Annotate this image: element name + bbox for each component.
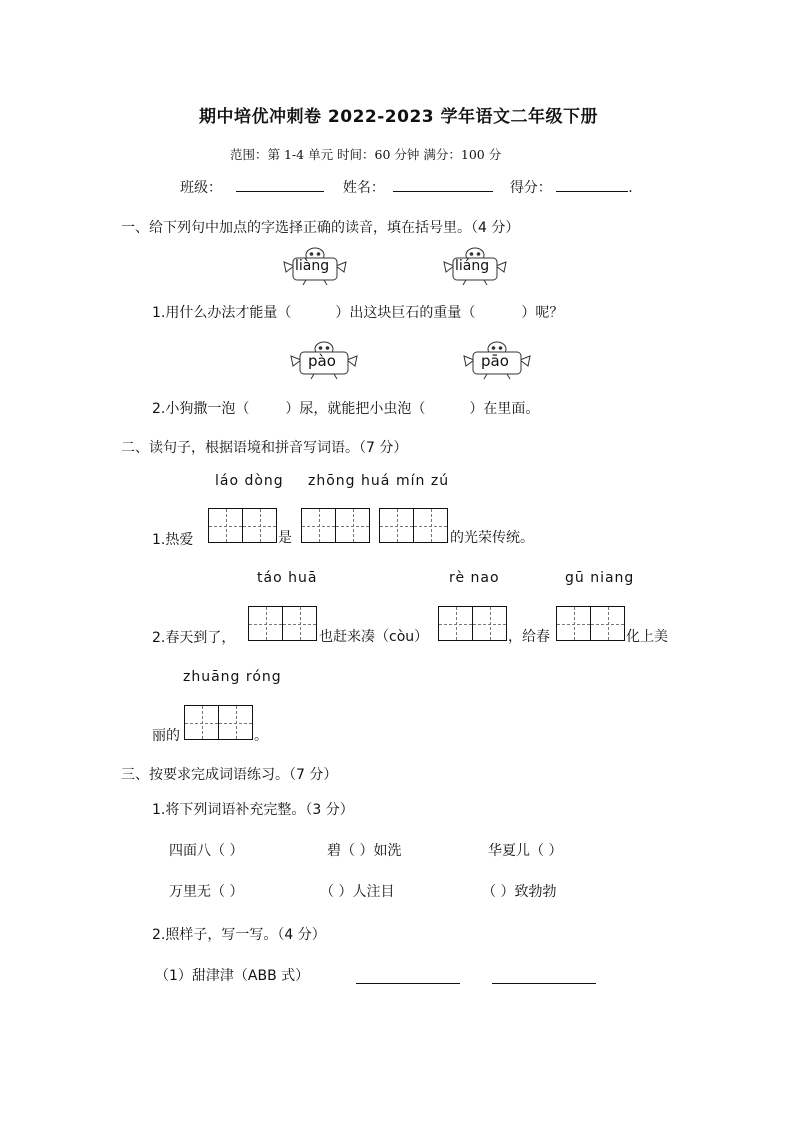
writing-grid-5[interactable] <box>438 606 507 641</box>
pinyin-4: táo huā <box>257 570 318 586</box>
question-text: 春天到了， <box>165 630 236 646</box>
pinyin-tag-text: liàng <box>295 258 330 274</box>
question-2-1-num <box>152 529 193 549</box>
pinyin-5: rè nao <box>449 570 500 586</box>
word-fill-6[interactable]: （ ）致勃勃 <box>482 884 557 900</box>
question-number: 2. <box>152 630 166 646</box>
word-fill-1[interactable]: 四面八（ ） <box>169 843 244 859</box>
section-3-heading: 三、按要求完成词语练习。（7 分） <box>121 767 338 783</box>
word-fill-4[interactable]: 万里无（ ） <box>169 884 244 900</box>
name-field[interactable] <box>393 177 493 192</box>
question-text: 也赶来凑（còu） <box>319 629 429 645</box>
class-field[interactable] <box>236 177 324 192</box>
writing-grid-4[interactable] <box>248 606 317 641</box>
question-number: 1. <box>152 305 166 321</box>
question-3-2-1: （1）甜津津（ABB 式） <box>155 968 310 984</box>
question-text: ）呢？ <box>521 305 564 321</box>
pinyin-tag-2 <box>442 246 508 286</box>
score-label: 得分： <box>509 180 552 196</box>
class-label: 班级： <box>180 180 222 196</box>
question-text: ）在里面。 <box>469 401 540 417</box>
question-text: 热爱 <box>165 532 194 548</box>
question-text: 丽的 <box>152 728 180 744</box>
word-fill-3[interactable]: 华夏儿（ ） <box>488 843 563 859</box>
question-1-2 <box>152 398 539 418</box>
question-text: 化上美 <box>626 629 668 645</box>
question-1-1 <box>152 302 563 322</box>
student-info-row <box>180 177 633 197</box>
name-label: 姓名： <box>342 180 385 196</box>
exam-info: 范围：第 1-4 单元 时间：60 分钟 满分：100 分 <box>230 147 502 162</box>
section-1-heading: 一、给下列句中加点的字选择正确的读音，填在括号里。（4 分） <box>121 220 520 236</box>
question-number: 1. <box>152 532 166 548</box>
pinyin-1: láo dòng <box>215 473 284 489</box>
question-text: 用什么办法才能量（ <box>165 305 292 321</box>
question-text: 小狗撒一泡（ <box>165 401 250 417</box>
question-2-2-num <box>152 627 235 647</box>
pinyin-3: mín zú <box>396 473 450 489</box>
word-fill-5[interactable]: （ ）人注目 <box>320 884 395 900</box>
pinyin-2: zhōng huá <box>308 473 391 489</box>
pinyin-tag-3 <box>289 340 359 380</box>
writing-grid-7[interactable] <box>184 705 253 740</box>
question-text: ）出这块巨石的重量（ <box>335 305 476 321</box>
question-3-1: 1.将下列词语补充完整。（3 分） <box>152 802 354 818</box>
pinyin-tag-text: pāo <box>481 352 509 370</box>
pinyin-tag-1 <box>282 246 348 286</box>
answer-line-1[interactable] <box>356 982 460 984</box>
question-text: 的光荣传统。 <box>450 530 534 546</box>
pinyin-7: zhuāng róng <box>183 669 282 685</box>
question-text: 。 <box>254 728 268 744</box>
score-field[interactable] <box>556 177 628 192</box>
section-2-heading: 二、读句子，根据语境和拼音写词语。（7 分） <box>121 440 408 456</box>
page-title: 期中培优冲刺卷 2022-2023 学年语文二年级下册 <box>199 107 599 127</box>
answer-line-2[interactable] <box>492 982 596 984</box>
writing-grid-6[interactable] <box>556 606 625 641</box>
word-fill-2[interactable]: 碧（ ）如洗 <box>327 843 402 859</box>
pinyin-6: gū niang <box>565 570 635 586</box>
question-number: 2. <box>152 401 166 417</box>
question-3-2: 2.照样子，写一写。（4 分） <box>152 927 326 943</box>
writing-grid-3[interactable] <box>379 508 448 543</box>
end-dot: . <box>628 180 633 196</box>
pinyin-tag-4 <box>462 340 532 380</box>
writing-grid-2[interactable] <box>301 508 370 543</box>
writing-grid-1[interactable] <box>208 508 277 543</box>
question-text: 是 <box>278 530 292 546</box>
pinyin-tag-text: pào <box>308 352 336 370</box>
question-text: ）尿，就能把小虫泡（ <box>285 401 426 417</box>
question-text: ，给春 <box>508 629 550 645</box>
pinyin-tag-text: liáng <box>455 258 490 274</box>
